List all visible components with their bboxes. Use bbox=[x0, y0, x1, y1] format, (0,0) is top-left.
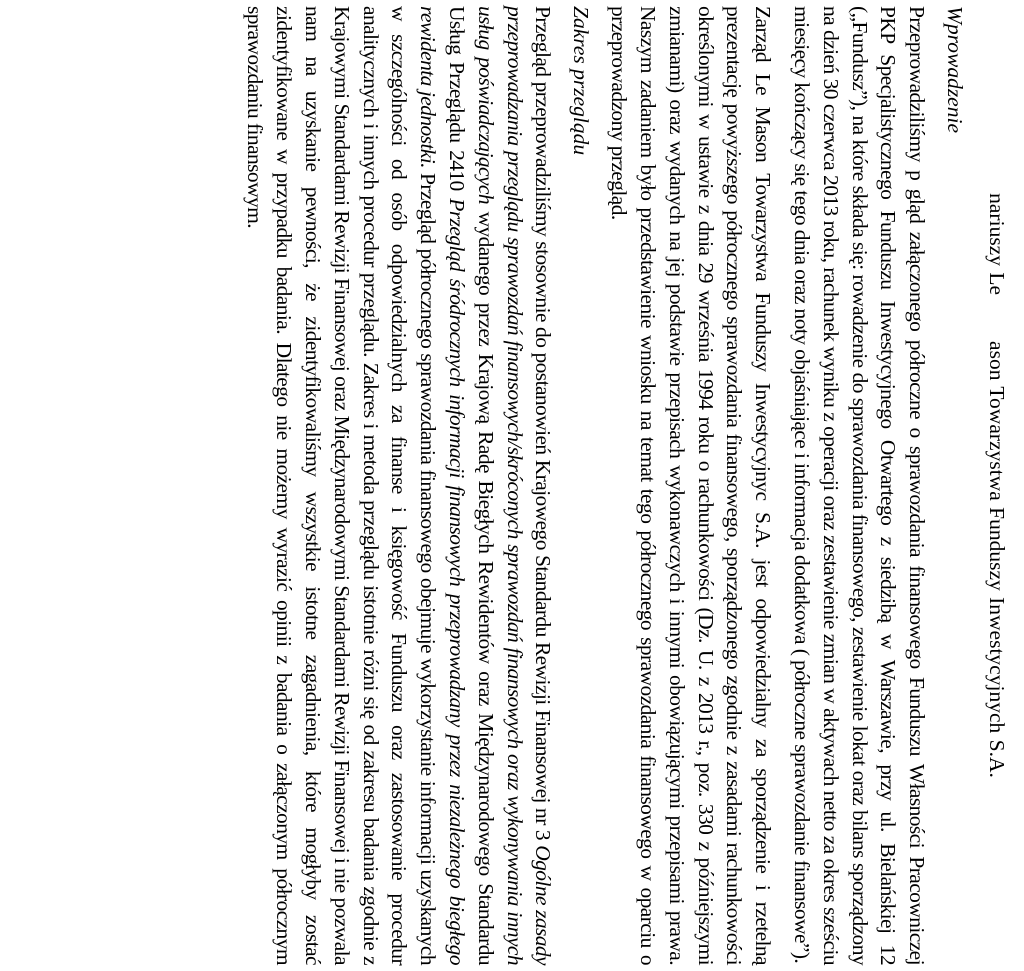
section-heading-introduction: Wprowadzenie bbox=[943, 6, 968, 133]
header-text-right: ason Towarzystwa Funduszy Inwestycyjnych S.A. bbox=[985, 341, 1009, 778]
intro-paragraph-2: Zarząd Le Mason Towarzystwa Funduszy Inwestycyjnyc S.A. jest odpowiedzialny za sporządzenie i rzetelną prezentację powyższego półrocznego sprawozdania finansowego, sporządzonego zgodnie z zasadami rachunkowości określonymi w ustawie z dnia 29 września 1994 roku o rachunkowości (Dz. U. z 2013 r., poz. 330 z późniejszymi zmianami) oraz wydanych na jej podstawie przepisach wykonawczych i innymi obowiązującymi przepisami prawa. Naszym zadaniem było przedstawienie wniosku na temat tego półrocznego sprawozdania finansowego w oparciu o przeprowadzony przegląd. bbox=[607, 6, 776, 965]
section-heading-scope: Zakres przeglądu bbox=[569, 6, 594, 156]
page-header bbox=[982, 6, 1010, 965]
scope-paragraph bbox=[241, 6, 558, 965]
intro-paragraph-1: Przeprowadziliśmy p gląd załączonego półroczne o sprawozdania finansowego Funduszu Własności Pracowniczej PKP Specjalistycznego Funduszu Inwestycyjnego Otwartego z siedzibą w Warszawie, przy ul. Bielańskiej 12 („Fundusz”), na które składa się: rowadzenie do sprawozdania finansowego, zestawienie lokat oraz bilans sporządzony na dzień 30 czerwca 2013 roku, rachunek wyniku z operacji oraz zestawienie zmian w aktywach netto za okres sześciu miesięcy kończący się tego dnia oraz noty objaśniające i informacja dodatkowa ( półroczne sprawozdanie finansowe”). bbox=[789, 6, 930, 965]
scope-standard-title-italic: Ogólne zasady przeprowadzania przeglądu sprawozdań finansowych/skróconych sprawozdań finansowych oraz wykonywania innych usług poświadczających bbox=[473, 6, 556, 965]
scope-isre-title-italic: Przegląd śródrocznych informacji finansowych przeprowadzany przez niezależnego biegłego rewidenta jednostki. bbox=[416, 6, 470, 965]
scope-text-c: wydanego przez Krajową Radę Biegłych Rewidentów oraz Międzynarodowego Standardu Usług Przeglądu 2410 bbox=[445, 6, 498, 965]
scope-text-e: Przegląd półrocznego sprawozdania finansowego obejmuje wykorzystanie informacji uzyskanych w szczególności od osób odpowiedzialnych za finanse i księgowość Funduszu oraz zastosowanie procedur analitycznych i innych procedur przeglądu. Zakres i metoda przeglądu istotnie różni się od zakresu badania zgodnie z Krajowymi Standardami Rewizji Finansowej oraz Międzynarodowymi Standardami Rewizji Finansowej i nie pozwala nam na uzyskanie pewności, że zidentyfikowaliśmy wszystkie istotne zagadnienia, które mogłyby zostać zidentyfikowane w przypadku badania. Dlatego nie możemy wyrazić opinii z badania o załączonym półrocznym sprawozdaniu finansowym. bbox=[243, 6, 441, 965]
section-scope bbox=[241, 6, 595, 965]
section-introduction bbox=[604, 6, 968, 965]
scope-text-a: Przegląd przeprowadziliśmy stosownie do postanowień Krajowego Standardu Rewizji Finansowej nr 3 bbox=[531, 6, 556, 846]
header-text-left: nariuszy Le bbox=[985, 193, 1009, 296]
